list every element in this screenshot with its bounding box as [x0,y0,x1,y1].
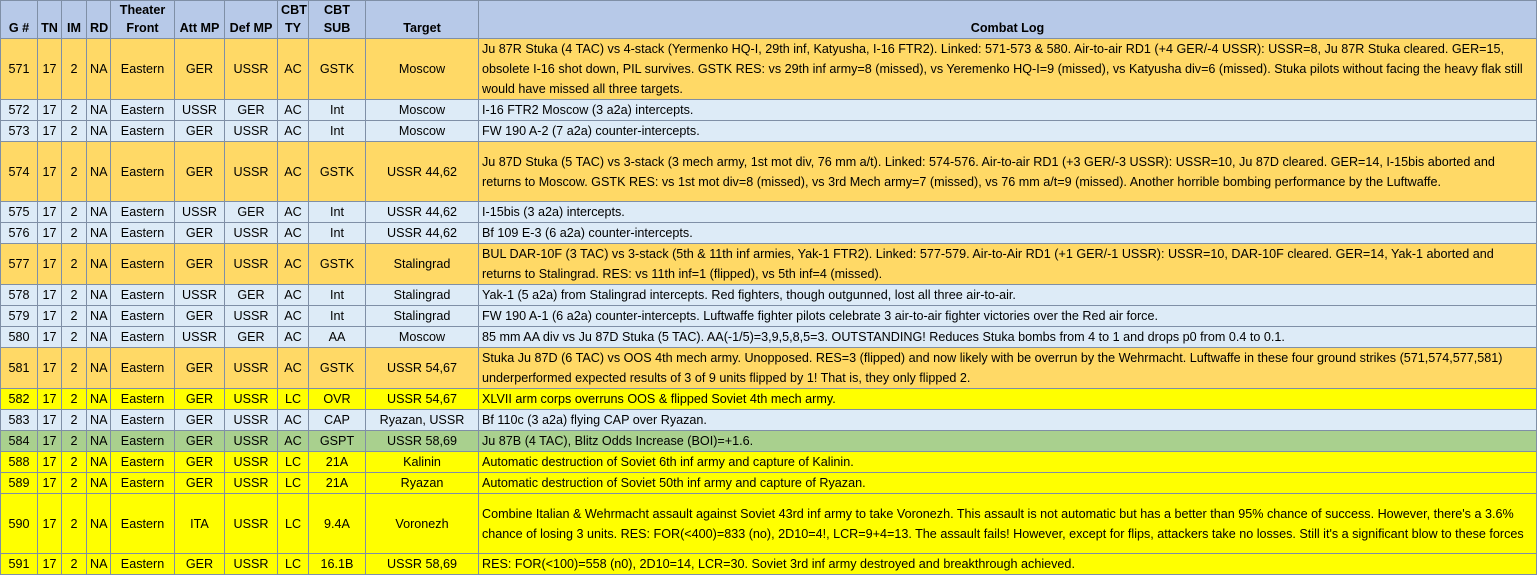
cell-defender[interactable]: USSR [225,121,278,142]
cell-combat-type[interactable]: AC [278,39,309,100]
cell-impulse[interactable]: 2 [62,121,87,142]
cell-impulse[interactable]: 2 [62,431,87,452]
cell-theater[interactable]: Eastern [111,410,175,431]
cell-combat-subtype[interactable]: 21A [309,473,366,494]
cell-combat-subtype[interactable]: CAP [309,410,366,431]
cell-attacker[interactable]: GER [175,452,225,473]
table-row[interactable] [1,431,1537,452]
cell-game-number[interactable]: 575 [1,202,38,223]
cell-target[interactable]: USSR 44,62 [366,142,479,202]
cell-target[interactable]: USSR 58,69 [366,431,479,452]
col-header-theater[interactable]: Theater Front [111,1,175,39]
cell-combat-subtype[interactable]: Int [309,306,366,327]
cell-round[interactable]: NA [87,39,111,100]
cell-attacker[interactable]: GER [175,389,225,410]
cell-combat-log[interactable]: FW 190 A-1 (6 a2a) counter-intercepts. Luftwaffe fighter pilots celebrate 3 air-to-air fighter victories over the Red air force. [479,306,1537,327]
cell-combat-type[interactable]: LC [278,494,309,554]
cell-combat-log[interactable]: I-15bis (3 a2a) intercepts. [479,202,1537,223]
cell-combat-subtype[interactable]: AA [309,327,366,348]
table-row[interactable] [1,452,1537,473]
cell-defender[interactable]: USSR [225,348,278,389]
cell-defender[interactable]: USSR [225,142,278,202]
cell-defender[interactable]: USSR [225,473,278,494]
header-row [1,1,1537,39]
cell-theater[interactable]: Eastern [111,348,175,389]
cell-round[interactable]: NA [87,452,111,473]
col-header-target[interactable]: Target [366,1,479,39]
cell-impulse[interactable]: 2 [62,348,87,389]
cell-target[interactable]: Ryazan [366,473,479,494]
col-header-attacker[interactable]: Att MP [175,1,225,39]
cell-combat-log[interactable]: Automatic destruction of Soviet 50th inf army and capture of Ryazan. [479,473,1537,494]
cell-impulse[interactable]: 2 [62,554,87,575]
cell-theater[interactable]: Eastern [111,202,175,223]
cell-theater[interactable]: Eastern [111,452,175,473]
cell-defender[interactable]: USSR [225,244,278,285]
cell-target[interactable]: Stalingrad [366,244,479,285]
cell-turn[interactable]: 17 [38,494,62,554]
cell-combat-subtype[interactable]: OVR [309,389,366,410]
cell-game-number[interactable]: 584 [1,431,38,452]
col-header-turn[interactable]: TN [38,1,62,39]
cell-game-number[interactable]: 572 [1,100,38,121]
cell-defender[interactable]: USSR [225,39,278,100]
cell-attacker[interactable]: GER [175,410,225,431]
cell-round[interactable]: NA [87,348,111,389]
table-body [1,39,1537,575]
cell-combat-log[interactable]: Ju 87D Stuka (5 TAC) vs 3-stack (3 mech army, 1st mot div, 76 mm a/t). Linked: 574-576. Air-to-air RD1 (+3 GER/-3 USSR): USSR=10, Ju 87D cleared. GER=14, I-15bis aborted and returns to Moscow. GSTK RES: vs 1st mot div=8 (missed), vs 3rd Mech army=7 (missed), vs 76 mm a/t=9 (missed). Another horrible bombing performance by the Luftwaffe. [479,142,1537,202]
cell-combat-log[interactable]: 85 mm AA div vs Ju 87D Stuka (5 TAC). AA(-1/5)=3,9,5,8,5=3. OUTSTANDING! Reduces Stuka bombs from 4 to 1 and drops p0 from 0.4 to 0.1. [479,327,1537,348]
cell-turn[interactable]: 17 [38,327,62,348]
cell-turn[interactable]: 17 [38,100,62,121]
cell-round[interactable]: NA [87,306,111,327]
cell-combat-type[interactable]: AC [278,223,309,244]
cell-turn[interactable]: 17 [38,554,62,575]
cell-impulse[interactable]: 2 [62,306,87,327]
table-row[interactable] [1,142,1537,202]
cell-target[interactable]: Voronezh [366,494,479,554]
cell-impulse[interactable]: 2 [62,473,87,494]
cell-combat-subtype[interactable]: GSTK [309,39,366,100]
cell-round[interactable]: NA [87,410,111,431]
table-row[interactable] [1,327,1537,348]
cell-attacker[interactable]: GER [175,142,225,202]
cell-combat-subtype[interactable]: GSTK [309,142,366,202]
cell-theater[interactable]: Eastern [111,389,175,410]
cell-impulse[interactable]: 2 [62,244,87,285]
cell-attacker[interactable]: GER [175,306,225,327]
cell-combat-subtype[interactable]: Int [309,121,366,142]
cell-theater[interactable]: Eastern [111,100,175,121]
cell-attacker[interactable]: GER [175,223,225,244]
col-header-game-number[interactable]: G # [1,1,38,39]
cell-impulse[interactable]: 2 [62,452,87,473]
cell-theater[interactable]: Eastern [111,223,175,244]
cell-attacker[interactable]: USSR [175,285,225,306]
cell-target[interactable]: Moscow [366,39,479,100]
col-header-defender[interactable]: Def MP [225,1,278,39]
col-header-combat-type[interactable]: CBT TY [278,1,309,39]
cell-target[interactable]: Moscow [366,327,479,348]
cell-attacker[interactable]: USSR [175,202,225,223]
cell-combat-subtype[interactable]: GSTK [309,244,366,285]
cell-game-number[interactable]: 580 [1,327,38,348]
cell-round[interactable]: NA [87,285,111,306]
cell-theater[interactable]: Eastern [111,327,175,348]
cell-theater[interactable]: Eastern [111,285,175,306]
cell-turn[interactable]: 17 [38,473,62,494]
cell-combat-type[interactable]: AC [278,285,309,306]
cell-combat-log[interactable]: Combine Italian & Wehrmacht assault against Soviet 43rd inf army to take Voronezh. This assault is not automatic but has a better than 95% chance of success. However, there's a 3.6% chance of losing 3 units. RES: FOR(<400)=833 (no), 2D10=4!, LCR=9+4=13. The assault fails! However, except for flips, attackers take no losses. Still it's a significant blow to these forces [479,494,1537,554]
cell-round[interactable]: NA [87,223,111,244]
cell-attacker[interactable]: USSR [175,100,225,121]
cell-combat-log[interactable]: Ju 87B (4 TAC), Blitz Odds Increase (BOI)=+1.6. [479,431,1537,452]
cell-combat-type[interactable]: LC [278,452,309,473]
cell-impulse[interactable]: 2 [62,494,87,554]
cell-impulse[interactable]: 2 [62,223,87,244]
cell-attacker[interactable]: GER [175,39,225,100]
cell-combat-subtype[interactable]: 21A [309,452,366,473]
cell-theater[interactable]: Eastern [111,473,175,494]
col-header-round[interactable]: RD [87,1,111,39]
cell-theater[interactable]: Eastern [111,431,175,452]
cell-round[interactable]: NA [87,431,111,452]
cell-turn[interactable]: 17 [38,202,62,223]
cell-target[interactable]: Ryazan, USSR [366,410,479,431]
cell-combat-log[interactable]: Yak-1 (5 a2a) from Stalingrad intercepts. Red fighters, though outgunned, lost all three air-to-air. [479,285,1537,306]
cell-combat-type[interactable]: AC [278,244,309,285]
cell-target[interactable]: Stalingrad [366,306,479,327]
cell-impulse[interactable]: 2 [62,39,87,100]
cell-game-number[interactable]: 590 [1,494,38,554]
cell-turn[interactable]: 17 [38,306,62,327]
cell-impulse[interactable]: 2 [62,327,87,348]
cell-theater[interactable]: Eastern [111,554,175,575]
cell-combat-type[interactable]: LC [278,473,309,494]
cell-combat-type[interactable]: AC [278,327,309,348]
cell-turn[interactable]: 17 [38,121,62,142]
cell-combat-type[interactable]: AC [278,348,309,389]
cell-combat-type[interactable]: LC [278,389,309,410]
table-row[interactable] [1,554,1537,575]
cell-defender[interactable]: USSR [225,306,278,327]
cell-attacker[interactable]: GER [175,473,225,494]
cell-attacker[interactable]: GER [175,244,225,285]
cell-defender[interactable]: GER [225,100,278,121]
cell-defender[interactable]: USSR [225,452,278,473]
cell-impulse[interactable]: 2 [62,202,87,223]
cell-target[interactable]: USSR 58,69 [366,554,479,575]
table-row[interactable] [1,285,1537,306]
cell-combat-log[interactable]: RES: FOR(<100)=558 (n0), 2D10=14, LCR=30. Soviet 3rd inf army destroyed and breakthrough achieved. [479,554,1537,575]
cell-turn[interactable]: 17 [38,39,62,100]
cell-round[interactable]: NA [87,473,111,494]
cell-target[interactable]: USSR 44,62 [366,223,479,244]
col-header-combat-log[interactable]: Combat Log [479,1,1537,39]
table-row[interactable] [1,202,1537,223]
cell-target[interactable]: Stalingrad [366,285,479,306]
cell-theater[interactable]: Eastern [111,244,175,285]
cell-target[interactable]: Kalinin [366,452,479,473]
cell-turn[interactable]: 17 [38,410,62,431]
cell-game-number[interactable]: 582 [1,389,38,410]
cell-game-number[interactable]: 583 [1,410,38,431]
cell-attacker[interactable]: GER [175,348,225,389]
cell-defender[interactable]: USSR [225,223,278,244]
cell-combat-type[interactable]: AC [278,100,309,121]
cell-turn[interactable]: 17 [38,431,62,452]
cell-target[interactable]: Moscow [366,100,479,121]
cell-theater[interactable]: Eastern [111,142,175,202]
cell-attacker[interactable]: ITA [175,494,225,554]
cell-round[interactable]: NA [87,202,111,223]
cell-combat-subtype[interactable]: Int [309,100,366,121]
cell-theater[interactable]: Eastern [111,121,175,142]
cell-combat-type[interactable]: AC [278,202,309,223]
cell-impulse[interactable]: 2 [62,410,87,431]
cell-defender[interactable]: USSR [225,389,278,410]
cell-round[interactable]: NA [87,121,111,142]
cell-target[interactable]: USSR 44,62 [366,202,479,223]
cell-defender[interactable]: USSR [225,410,278,431]
table-row[interactable] [1,348,1537,389]
cell-combat-type[interactable]: AC [278,306,309,327]
cell-round[interactable]: NA [87,327,111,348]
cell-combat-log[interactable]: Bf 109 E-3 (6 a2a) counter-intercepts. [479,223,1537,244]
cell-turn[interactable]: 17 [38,142,62,202]
cell-combat-log[interactable]: XLVII arm corps overruns OOS & flipped Soviet 4th mech army. [479,389,1537,410]
table-row[interactable] [1,223,1537,244]
cell-combat-log[interactable]: Ju 87R Stuka (4 TAC) vs 4-stack (Yermenko HQ-I, 29th inf, Katyusha, I-16 FTR2). Linked: 571-573 & 580. Air-to-air RD1 (+4 GER/-4 USSR): USSR=8, Ju 87R Stuka cleared. GER=15, obsolete I-16 shot down, PIL survives. GSTK RES: vs 29th inf army=8 (missed), vs Yeremenko HQ-I=9 (missed), vs Katyusha div=6 (missed). Stuka pilots without facing the heavy flak still would have missed all three targets. [479,39,1537,100]
cell-impulse[interactable]: 2 [62,100,87,121]
cell-game-number[interactable]: 576 [1,223,38,244]
cell-round[interactable]: NA [87,100,111,121]
cell-defender[interactable]: GER [225,327,278,348]
cell-attacker[interactable]: GER [175,554,225,575]
cell-turn[interactable]: 17 [38,244,62,285]
cell-combat-type[interactable]: AC [278,410,309,431]
cell-attacker[interactable]: GER [175,431,225,452]
cell-impulse[interactable]: 2 [62,142,87,202]
cell-combat-subtype[interactable]: 16.1B [309,554,366,575]
cell-theater[interactable]: Eastern [111,306,175,327]
cell-combat-subtype[interactable]: Int [309,285,366,306]
cell-combat-type[interactable]: AC [278,431,309,452]
cell-game-number[interactable]: 574 [1,142,38,202]
cell-combat-subtype[interactable]: 9.4A [309,494,366,554]
cell-combat-subtype[interactable]: Int [309,223,366,244]
cell-defender[interactable]: USSR [225,554,278,575]
cell-game-number[interactable]: 591 [1,554,38,575]
table-row[interactable] [1,473,1537,494]
cell-round[interactable]: NA [87,142,111,202]
cell-combat-log[interactable]: I-16 FTR2 Moscow (3 a2a) intercepts. [479,100,1537,121]
cell-game-number[interactable]: 577 [1,244,38,285]
cell-combat-log[interactable]: Automatic destruction of Soviet 6th inf army and capture of Kalinin. [479,452,1537,473]
cell-turn[interactable]: 17 [38,452,62,473]
table-row[interactable] [1,389,1537,410]
cell-turn[interactable]: 17 [38,389,62,410]
table-row[interactable] [1,306,1537,327]
cell-turn[interactable]: 17 [38,223,62,244]
table-row[interactable] [1,100,1537,121]
cell-turn[interactable]: 17 [38,285,62,306]
cell-combat-log[interactable]: BUL DAR-10F (3 TAC) vs 3-stack (5th & 11th inf armies, Yak-1 FTR2). Linked: 577-579. Air-to-Air RD1 (+1 GER/-1 USSR): USSR=10, DAR-10F cleared. GER=14, Yak-1 aborted and returns to Stalingrad. RES: vs 11th inf=1 (flipped), vs 5th inf=4 (missed). [479,244,1537,285]
cell-round[interactable]: NA [87,389,111,410]
table-row[interactable] [1,494,1537,554]
cell-turn[interactable]: 17 [38,348,62,389]
cell-target[interactable]: USSR 54,67 [366,348,479,389]
cell-impulse[interactable]: 2 [62,389,87,410]
cell-round[interactable]: NA [87,554,111,575]
cell-game-number[interactable]: 581 [1,348,38,389]
cell-defender[interactable]: GER [225,202,278,223]
cell-combat-log[interactable]: Bf 110c (3 a2a) flying CAP over Ryazan. [479,410,1537,431]
cell-combat-type[interactable]: AC [278,142,309,202]
table-row[interactable] [1,244,1537,285]
cell-game-number[interactable]: 573 [1,121,38,142]
cell-attacker[interactable]: GER [175,121,225,142]
cell-theater[interactable]: Eastern [111,494,175,554]
cell-game-number[interactable]: 578 [1,285,38,306]
cell-theater[interactable]: Eastern [111,39,175,100]
cell-game-number[interactable]: 579 [1,306,38,327]
table-row[interactable] [1,39,1537,100]
col-header-impulse[interactable]: IM [62,1,87,39]
cell-attacker[interactable]: USSR [175,327,225,348]
cell-target[interactable]: USSR 54,67 [366,389,479,410]
cell-combat-subtype[interactable]: Int [309,202,366,223]
cell-combat-type[interactable]: LC [278,554,309,575]
cell-game-number[interactable]: 571 [1,39,38,100]
table-row[interactable] [1,410,1537,431]
cell-round[interactable]: NA [87,244,111,285]
cell-game-number[interactable]: 589 [1,473,38,494]
cell-round[interactable]: NA [87,494,111,554]
cell-impulse[interactable]: 2 [62,285,87,306]
cell-defender[interactable]: USSR [225,431,278,452]
cell-game-number[interactable]: 588 [1,452,38,473]
cell-defender[interactable]: GER [225,285,278,306]
col-header-combat-subtype[interactable]: CBT SUB [309,1,366,39]
cell-combat-subtype[interactable]: GSTK [309,348,366,389]
cell-combat-log[interactable]: Stuka Ju 87D (6 TAC) vs OOS 4th mech army. Unopposed. RES=3 (flipped) and now likely with be overrun by the Wehrmacht. Luftwaffe in these four ground strikes (571,574,577,581) underperformed expected results of 3 of 9 units flipped by 1! That is, they only flipped 2. [479,348,1537,389]
cell-combat-type[interactable]: AC [278,121,309,142]
cell-target[interactable]: Moscow [366,121,479,142]
cell-combat-log[interactable]: FW 190 A-2 (7 a2a) counter-intercepts. [479,121,1537,142]
cell-defender[interactable]: USSR [225,494,278,554]
cell-combat-subtype[interactable]: GSPT [309,431,366,452]
table-row[interactable] [1,121,1537,142]
